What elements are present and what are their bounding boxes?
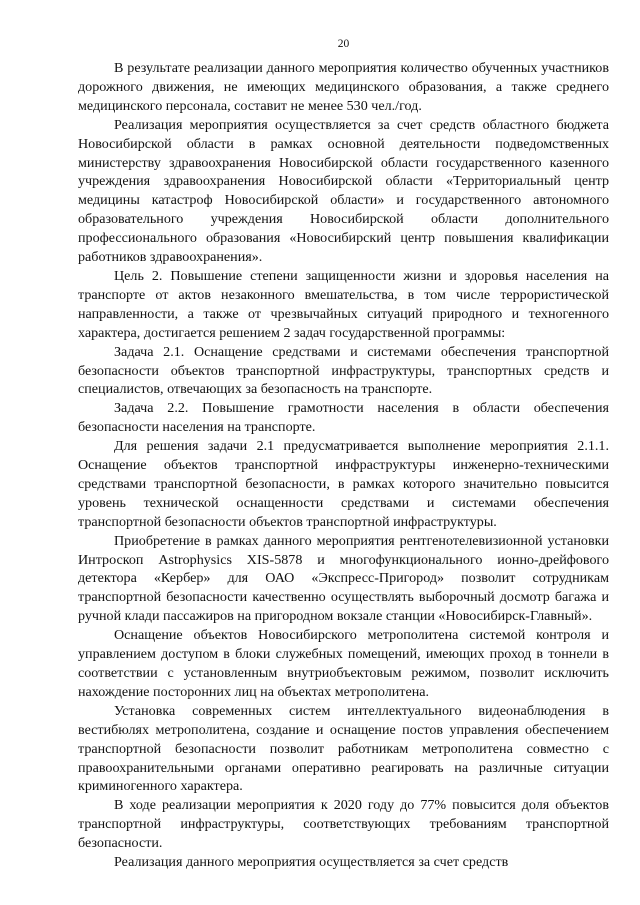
paragraph: Задача 2.2. Повышение грамотности населения в области обеспечения безопасности населения на транспорте.	[78, 400, 609, 436]
paragraph: Приобретение в рамках данного мероприятия рентгенотелевизионной установки Интроскоп Astrophysics XIS-5878 и многофункционального ионно-дрейфового детектора «Кербер» для ОАО «Экспресс-Пригород» позволит сотрудникам транспортной безопасности качественно осуществлять выборочный досмотр багажа и ручной клади пассажиров на пригородном вокзале станции «Новосибирск-Главный».	[78, 532, 609, 625]
paragraph: Задача 2.1. Оснащение средствами и системами обеспечения транспортной безопасности объектов транспортной инфраструктуры, транспортных средств и специалистов, отвечающих за безопасность на транспорте.	[78, 343, 609, 398]
paragraph: Цель 2. Повышение степени защищенности жизни и здоровья населения на транспорте от актов незаконного вмешательства, в том числе террористической направленности, а также от чрезвычайных ситуаций природного и техногенного характера, достигается решением 2 задач государственной программы:	[78, 267, 609, 341]
paragraph: Установка современных систем интеллектуального видеонаблюдения в вестибюлях метрополитена, создание и оснащение постов управления обеспечением транспортной безопасности позволит работникам метрополитена совместно с правоохранительными органами оперативно реагировать на различные ситуации криминогенного характера.	[78, 702, 609, 795]
document-body	[78, 59, 609, 872]
paragraph: Реализация мероприятия осуществляется за счет средств областного бюджета Новосибирской области в рамках основной деятельности подведомственных министерству здравоохранения Новосибирской области государственного казенного учреждения здравоохранения Новосибирской области «Территориальный центр медицины катастроф Новосибирской области» и государственного автономного образовательного учреждения Новосибирской области дополнительного профессионального образования «Новосибирский центр повышения квалификации работников здравоохранения».	[78, 116, 609, 266]
paragraph: Оснащение объектов Новосибирского метрополитена системой контроля и управлением доступом в блоки служебных помещений, имеющих проход в тоннели в соответствии с установленным внутриобъектовым режимом, позволит исключить нахождение посторонних лиц на объектах метрополитена.	[78, 627, 609, 700]
paragraph: Для решения задачи 2.1 предусматривается выполнение мероприятия 2.1.1. Оснащение объектов транспортной инфраструктуры инженерно-техническими средствами транспортной безопасности, в рамках которого значительно повысится уровень технической оснащенности средствами и системами обеспечения транспортной безопасности объектов транспортной инфраструктуры.	[78, 438, 609, 530]
paragraph: Реализация данного мероприятия осуществляется за счет средств	[114, 854, 509, 871]
paragraph: В ходе реализации мероприятия к 2020 году до 77% повысится доля объектов транспортной инфраструктуры, соответствующих требованиям транспортной безопасности.	[78, 797, 609, 852]
paragraph: В результате реализации данного мероприятия количество обученных участников дорожного движения, не имеющих медицинского образования, а также среднего медицинского персонала, составит не менее 530 чел./год.	[78, 60, 609, 114]
page-number: 20	[337, 38, 350, 50]
